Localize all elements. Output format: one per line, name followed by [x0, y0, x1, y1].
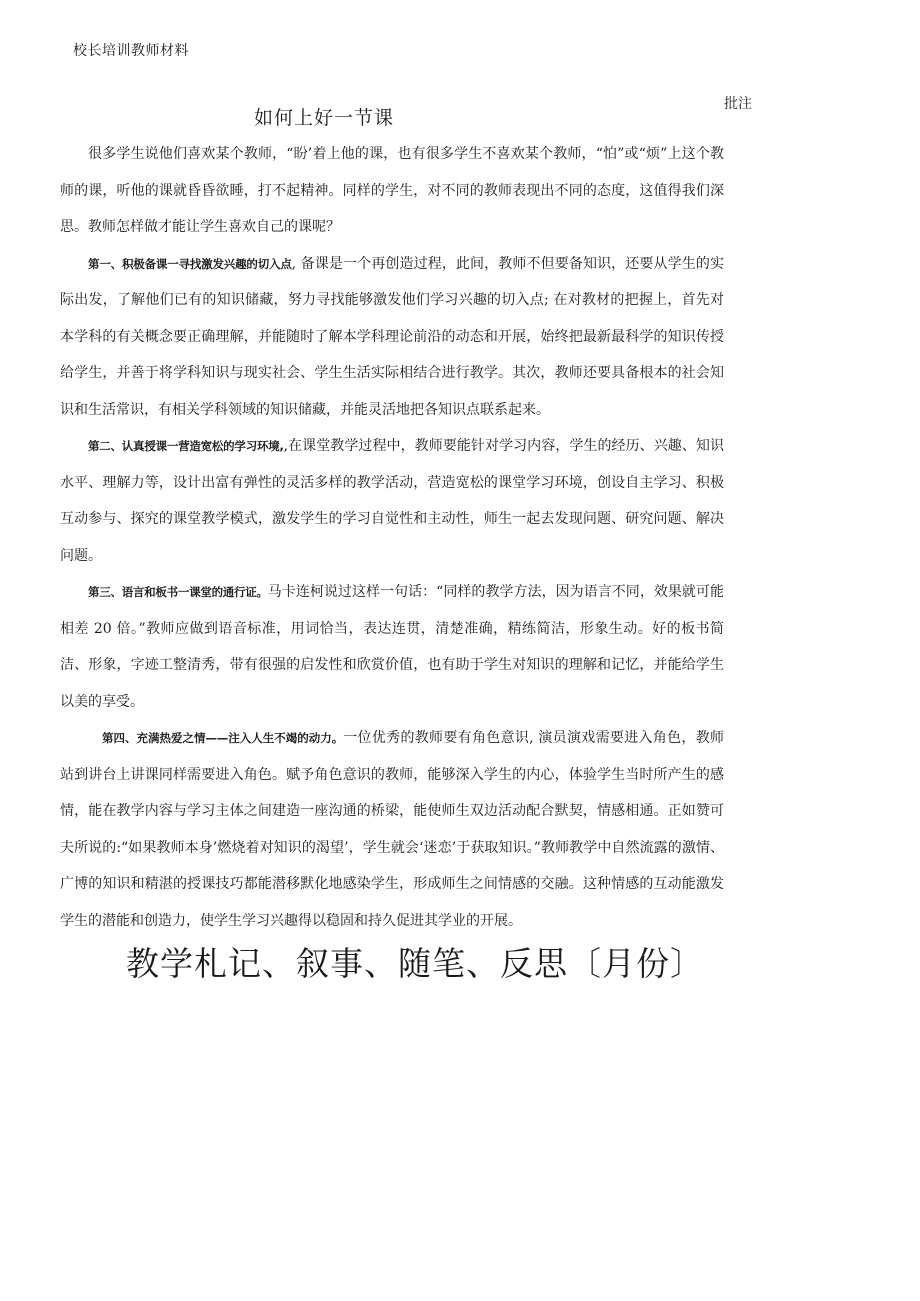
- document-body: [60, 136, 724, 939]
- section-paragraph-4: [60, 720, 724, 939]
- section-text-2: ,在课堂教学过程中，教师要能针对学习内容，学生的经历、兴趣、知识水平、理解力等，设计出富有弹性的灵活多样的教学活动，营造宽松的课堂学习环境，创设自主学习、积极互动参与、探究的课堂教学模式，激发学生的学习自觉性和主动性，师生一起去发现问题、研究问题、解决问题。: [60, 438, 724, 564]
- footer-title: 教学札记、叙事、随笔、反思〔月份〕: [126, 944, 704, 983]
- section-paragraph-1: [60, 246, 724, 429]
- section-lead-4: 第四、充满热爱之情——注入人生不竭的动力。: [102, 731, 344, 745]
- section-text-1: , 备课是一个再创造过程，此间，教师不但要备知识，还要从学生的实际出发，了解他们已有的知识储藏，努力寻找能够激发他们学习兴趣的切入点; 在对教材的把握上，首先对本学科的有关概念要正确理解，并能随时了解本学科理论前沿的动态和开展，始终把最新最科学的知识传授给学生，并善于将学科知识与现实社会、学生生活实际相结合进行教学。其次，教师还要具备根本的社会知识和生活常识，有相关学科领域的知识储藏，并能灵活地把各知识点联系起来。: [60, 255, 724, 418]
- section-text-4: 一位优秀的教师要有角色意识, 演员演戏需要进入角色，教师站到讲台上讲课同样需要进入角色。赋予角色意识的教师，能够深入学生的内心，体验学生当时所产生的感情，能在教学内容与学习主体之间建造一座沟通的桥梁，能使师生双边活动配合默契，情感相通。正如赞可夫所说的:“如果教师本身’燃烧着对知识的渴望’，学生就会‘迷恋’于获取知识。”教师教学中自然流露的激情、广博的知识和精湛的授课技巧都能潜移默化地感染学生，形成师生之间情感的交融。这种情感的互动能激发学生的潜能和创造力，使学生学习兴趣得以稳固和持久促进其学业的开展。: [60, 730, 725, 929]
- section-paragraph-2: [60, 428, 724, 574]
- annotation-label: 批注: [724, 96, 752, 112]
- section-text-3: 马卡连柯说过这样一句话：“同样的教学方法，因为语言不同，效果就可能相差 20 倍。”教师应做到语音标准，用词恰当，表达连贯，清楚准确，精练简洁，形象生动。好的板书简洁、形象，字迹工整清秀，带有很强的启发性和欣赏价值，也有助于学生对知识的理解和记忆，并能给学生以美的享受。: [60, 584, 724, 710]
- section-lead-3: 第三、语言和板书一课堂的通行证。: [88, 585, 268, 599]
- intro-paragraph: 很多学生说他们喜欢某个教师，“盼’着上他的课，也有很多学生不喜欢某个教师，“怕”或“烦”上这个教师的课，听他的课就昏昏欲睡，打不起精神。同样的学生，对不同的教师表现出不同的态度，这值得我们深思。教师怎样做才能让学生喜欢自己的课呢？: [60, 146, 724, 235]
- header-label: 校长培训教师材料: [73, 43, 189, 59]
- section-lead-1: 第一、积极备课一寻找激发兴趣的切入点: [88, 256, 292, 271]
- section-lead-2: 第二、认真授课一营造宽松的学习环境,: [88, 439, 284, 453]
- section-paragraph-3: [60, 574, 724, 720]
- document-title: 如何上好一节课: [254, 107, 395, 129]
